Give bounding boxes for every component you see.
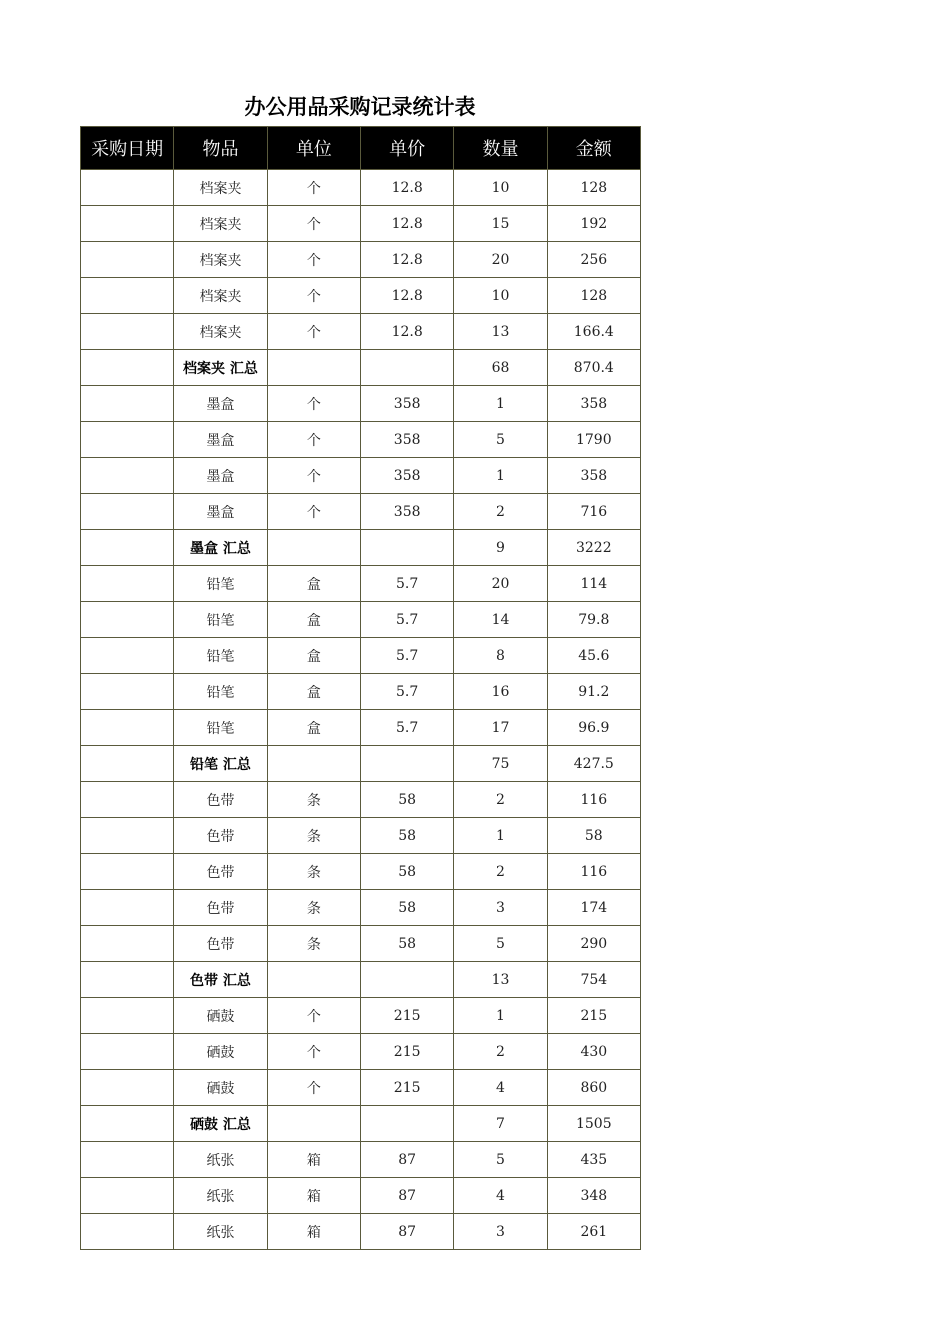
cell-qty: 17 — [454, 710, 547, 746]
cell-date — [81, 314, 174, 350]
cell-item: 档案夹 — [174, 278, 267, 314]
cell-date — [81, 782, 174, 818]
cell-qty: 9 — [454, 530, 547, 566]
cell-amount: 58 — [547, 818, 640, 854]
cell-amount: 430 — [547, 1034, 640, 1070]
cell-unit: 个 — [267, 170, 360, 206]
table-row — [81, 242, 641, 278]
cell-date — [81, 926, 174, 962]
cell-qty: 4 — [454, 1070, 547, 1106]
cell-item: 色带 — [174, 926, 267, 962]
cell-date — [81, 242, 174, 278]
cell-date — [81, 386, 174, 422]
table-row — [81, 566, 641, 602]
cell-unit: 条 — [267, 890, 360, 926]
cell-item: 墨盒 — [174, 422, 267, 458]
cell-unit: 个 — [267, 1034, 360, 1070]
cell-date — [81, 1034, 174, 1070]
table-row — [81, 818, 641, 854]
cell-date — [81, 1106, 174, 1142]
table-row — [81, 782, 641, 818]
cell-qty: 3 — [454, 1214, 547, 1250]
cell-item: 档案夹 — [174, 314, 267, 350]
header-amount: 金额 — [547, 127, 640, 170]
cell-item: 硒鼓 汇总 — [174, 1106, 267, 1142]
cell-date — [81, 1178, 174, 1214]
cell-unit: 个 — [267, 422, 360, 458]
cell-qty: 2 — [454, 782, 547, 818]
cell-qty: 1 — [454, 818, 547, 854]
cell-date — [81, 602, 174, 638]
table-row — [81, 1214, 641, 1250]
page-title: 办公用品采购记录统计表 — [244, 95, 476, 119]
table-row — [81, 422, 641, 458]
cell-amount: 79.8 — [547, 602, 640, 638]
cell-amount: 1505 — [547, 1106, 640, 1142]
cell-date — [81, 890, 174, 926]
cell-unit: 箱 — [267, 1142, 360, 1178]
cell-price: 5.7 — [360, 710, 453, 746]
cell-price: 215 — [360, 1070, 453, 1106]
cell-qty: 4 — [454, 1178, 547, 1214]
table-row — [81, 1178, 641, 1214]
cell-qty: 5 — [454, 422, 547, 458]
cell-item: 墨盒 — [174, 494, 267, 530]
cell-price — [360, 530, 453, 566]
cell-date — [81, 962, 174, 998]
cell-amount: 870.4 — [547, 350, 640, 386]
cell-unit: 个 — [267, 314, 360, 350]
table-row — [81, 458, 641, 494]
header-item: 物品 — [174, 127, 267, 170]
cell-date — [81, 854, 174, 890]
cell-item: 铅笔 — [174, 566, 267, 602]
cell-item: 铅笔 — [174, 638, 267, 674]
cell-price: 58 — [360, 890, 453, 926]
cell-date — [81, 350, 174, 386]
cell-unit: 个 — [267, 458, 360, 494]
table-row — [81, 206, 641, 242]
cell-amount: 174 — [547, 890, 640, 926]
cell-price: 58 — [360, 926, 453, 962]
table-row — [81, 998, 641, 1034]
header-qty: 数量 — [454, 127, 547, 170]
cell-amount: 435 — [547, 1142, 640, 1178]
cell-item: 纸张 — [174, 1178, 267, 1214]
cell-item: 档案夹 汇总 — [174, 350, 267, 386]
cell-amount: 91.2 — [547, 674, 640, 710]
cell-price: 215 — [360, 998, 453, 1034]
cell-unit: 盒 — [267, 710, 360, 746]
cell-amount: 290 — [547, 926, 640, 962]
table-row — [81, 710, 641, 746]
cell-unit: 个 — [267, 242, 360, 278]
cell-amount: 1790 — [547, 422, 640, 458]
cell-price: 5.7 — [360, 566, 453, 602]
cell-price: 87 — [360, 1214, 453, 1250]
cell-amount: 358 — [547, 386, 640, 422]
cell-unit: 条 — [267, 854, 360, 890]
cell-qty: 1 — [454, 386, 547, 422]
cell-amount: 3222 — [547, 530, 640, 566]
cell-unit: 盒 — [267, 566, 360, 602]
table-row — [81, 1142, 641, 1178]
cell-price — [360, 962, 453, 998]
cell-qty: 20 — [454, 242, 547, 278]
cell-item: 色带 — [174, 818, 267, 854]
cell-amount: 754 — [547, 962, 640, 998]
cell-date — [81, 710, 174, 746]
cell-price: 58 — [360, 782, 453, 818]
cell-date — [81, 1214, 174, 1250]
cell-date — [81, 530, 174, 566]
cell-item: 铅笔 — [174, 710, 267, 746]
cell-amount: 860 — [547, 1070, 640, 1106]
cell-date — [81, 818, 174, 854]
cell-qty: 10 — [454, 170, 547, 206]
cell-qty: 14 — [454, 602, 547, 638]
table-row — [81, 314, 641, 350]
table-row — [81, 386, 641, 422]
cell-unit: 条 — [267, 926, 360, 962]
cell-price: 358 — [360, 494, 453, 530]
purchase-table — [80, 126, 641, 1250]
cell-price: 12.8 — [360, 242, 453, 278]
cell-date — [81, 458, 174, 494]
table-row — [81, 890, 641, 926]
subtotal-row — [81, 1106, 641, 1142]
subtotal-row — [81, 962, 641, 998]
cell-unit: 盒 — [267, 602, 360, 638]
cell-item: 色带 — [174, 782, 267, 818]
cell-price: 5.7 — [360, 638, 453, 674]
cell-price — [360, 1106, 453, 1142]
cell-unit — [267, 1106, 360, 1142]
cell-item: 档案夹 — [174, 206, 267, 242]
cell-item: 色带 — [174, 854, 267, 890]
cell-qty: 2 — [454, 1034, 547, 1070]
cell-price: 5.7 — [360, 602, 453, 638]
cell-amount: 128 — [547, 278, 640, 314]
table-row — [81, 854, 641, 890]
subtotal-row — [81, 746, 641, 782]
table-row — [81, 602, 641, 638]
cell-unit: 个 — [267, 998, 360, 1034]
cell-unit: 个 — [267, 494, 360, 530]
cell-item: 墨盒 — [174, 386, 267, 422]
cell-amount: 256 — [547, 242, 640, 278]
cell-item: 硒鼓 — [174, 1070, 267, 1106]
cell-price: 87 — [360, 1142, 453, 1178]
cell-amount: 358 — [547, 458, 640, 494]
table-row — [81, 1034, 641, 1070]
cell-amount: 716 — [547, 494, 640, 530]
table-header-row — [81, 127, 641, 170]
cell-item: 色带 汇总 — [174, 962, 267, 998]
cell-qty: 5 — [454, 1142, 547, 1178]
table-row — [81, 674, 641, 710]
cell-price: 12.8 — [360, 278, 453, 314]
table-row — [81, 494, 641, 530]
cell-item: 档案夹 — [174, 242, 267, 278]
cell-qty: 1 — [454, 998, 547, 1034]
cell-price: 12.8 — [360, 206, 453, 242]
cell-date — [81, 494, 174, 530]
cell-amount: 215 — [547, 998, 640, 1034]
cell-item: 硒鼓 — [174, 998, 267, 1034]
table-row — [81, 1070, 641, 1106]
cell-qty: 7 — [454, 1106, 547, 1142]
header-unit: 单位 — [267, 127, 360, 170]
cell-unit: 个 — [267, 1070, 360, 1106]
cell-qty: 1 — [454, 458, 547, 494]
cell-unit — [267, 746, 360, 782]
cell-date — [81, 422, 174, 458]
subtotal-row — [81, 350, 641, 386]
cell-date — [81, 1070, 174, 1106]
table-row — [81, 638, 641, 674]
cell-amount: 116 — [547, 782, 640, 818]
cell-item: 纸张 — [174, 1214, 267, 1250]
cell-qty: 16 — [454, 674, 547, 710]
cell-item: 墨盒 汇总 — [174, 530, 267, 566]
cell-qty: 3 — [454, 890, 547, 926]
cell-unit — [267, 350, 360, 386]
cell-unit — [267, 962, 360, 998]
cell-unit: 个 — [267, 386, 360, 422]
cell-qty: 20 — [454, 566, 547, 602]
cell-unit: 箱 — [267, 1178, 360, 1214]
cell-date — [81, 1142, 174, 1178]
cell-price: 58 — [360, 818, 453, 854]
cell-qty: 75 — [454, 746, 547, 782]
cell-amount: 128 — [547, 170, 640, 206]
cell-price: 215 — [360, 1034, 453, 1070]
cell-unit — [267, 530, 360, 566]
header-price: 单价 — [360, 127, 453, 170]
cell-amount: 427.5 — [547, 746, 640, 782]
cell-unit: 条 — [267, 782, 360, 818]
cell-unit: 个 — [267, 278, 360, 314]
cell-item: 铅笔 — [174, 602, 267, 638]
table-row — [81, 170, 641, 206]
cell-amount: 96.9 — [547, 710, 640, 746]
cell-price: 5.7 — [360, 674, 453, 710]
cell-item: 铅笔 汇总 — [174, 746, 267, 782]
cell-unit: 个 — [267, 206, 360, 242]
cell-price — [360, 746, 453, 782]
cell-price: 58 — [360, 854, 453, 890]
cell-unit: 条 — [267, 818, 360, 854]
cell-qty: 2 — [454, 854, 547, 890]
cell-amount: 45.6 — [547, 638, 640, 674]
cell-item: 纸张 — [174, 1142, 267, 1178]
cell-item: 铅笔 — [174, 674, 267, 710]
table-body — [81, 170, 641, 1250]
cell-qty: 13 — [454, 962, 547, 998]
cell-amount: 261 — [547, 1214, 640, 1250]
cell-amount: 114 — [547, 566, 640, 602]
cell-item: 色带 — [174, 890, 267, 926]
cell-amount: 166.4 — [547, 314, 640, 350]
cell-qty: 5 — [454, 926, 547, 962]
cell-qty: 8 — [454, 638, 547, 674]
cell-date — [81, 674, 174, 710]
cell-qty: 10 — [454, 278, 547, 314]
cell-date — [81, 746, 174, 782]
cell-amount: 348 — [547, 1178, 640, 1214]
cell-price: 87 — [360, 1178, 453, 1214]
cell-item: 墨盒 — [174, 458, 267, 494]
cell-amount: 192 — [547, 206, 640, 242]
cell-price: 358 — [360, 458, 453, 494]
cell-item: 档案夹 — [174, 170, 267, 206]
cell-qty: 68 — [454, 350, 547, 386]
cell-unit: 盒 — [267, 638, 360, 674]
cell-price: 12.8 — [360, 314, 453, 350]
cell-price: 358 — [360, 422, 453, 458]
cell-unit: 箱 — [267, 1214, 360, 1250]
cell-qty: 2 — [454, 494, 547, 530]
table-row — [81, 926, 641, 962]
cell-date — [81, 998, 174, 1034]
cell-price — [360, 350, 453, 386]
cell-date — [81, 638, 174, 674]
cell-date — [81, 566, 174, 602]
cell-amount: 116 — [547, 854, 640, 890]
cell-item: 硒鼓 — [174, 1034, 267, 1070]
subtotal-row — [81, 530, 641, 566]
cell-unit: 盒 — [267, 674, 360, 710]
cell-qty: 13 — [454, 314, 547, 350]
cell-price: 12.8 — [360, 170, 453, 206]
table-row — [81, 278, 641, 314]
cell-qty: 15 — [454, 206, 547, 242]
cell-date — [81, 170, 174, 206]
cell-price: 358 — [360, 386, 453, 422]
cell-date — [81, 278, 174, 314]
header-date: 采购日期 — [81, 127, 174, 170]
cell-date — [81, 206, 174, 242]
